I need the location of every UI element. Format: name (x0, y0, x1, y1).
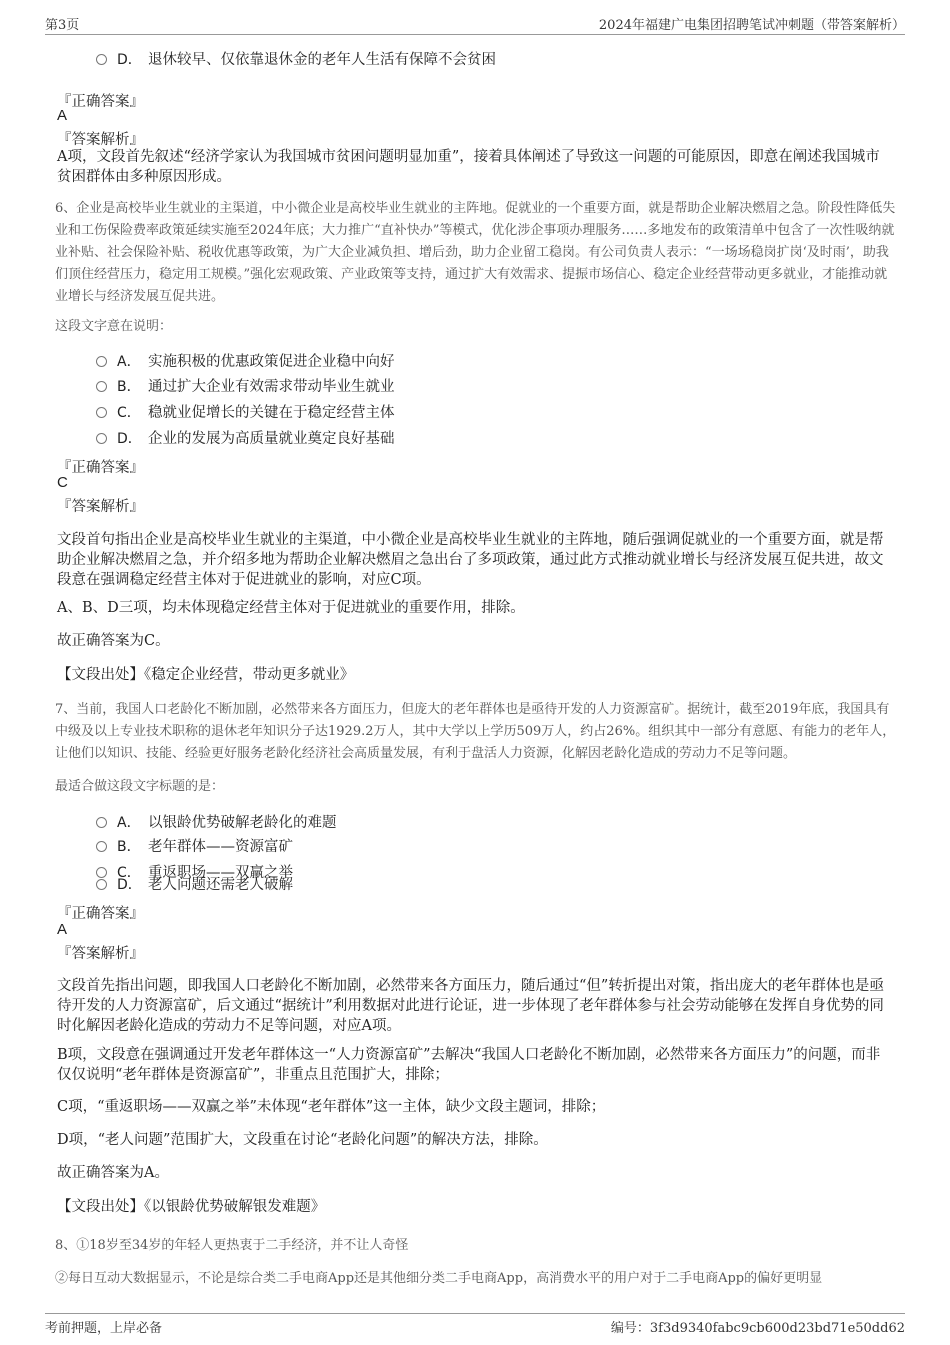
page-number: 第3页 (45, 18, 80, 33)
radio-icon[interactable] (96, 356, 107, 367)
radio-icon[interactable] (96, 841, 107, 852)
q7-option-c[interactable]: C． 重返职场——双赢之举 (96, 861, 293, 882)
radio-icon[interactable] (96, 381, 107, 392)
q6-option-d[interactable]: D． 企业的发展为高质量就业奠定良好基础 (96, 427, 395, 448)
q6-source: 【文段出处】《稳定企业经营，带动更多就业》 (57, 667, 355, 683)
q5-analysis: A项，文段首先叙述“经济学家认为我国城市贫困问题明显加重”，接着具体阐述了导致这一问题的可能原因，即意在阐述我国城市贫困群体由多种原因形成。 (57, 149, 880, 185)
q7-analysis-paragraph: C项，“重返职场——双赢之举”未体现“老年群体”这一主体，缺少文段主题词，排除； (57, 1099, 606, 1115)
q6-analysis-paragraph: 文段首句指出企业是高校毕业生就业的主渠道，中小微企业是高校毕业生就业的主阵地，随后强调促就业的一个重要方面，就是帮助企业解决燃眉之急，并介绍多地为帮助企业解决燃眉之急出台了多项政策，通过此方式推动就业增长与经济发展互促共进，故文段意在强调稳定经营主体对于促进就业的影响，对应C项。 (57, 532, 884, 588)
q7-analysis-paragraph: D项，“老人问题”范围扩大，文段重在讨论“老龄化问题”的解决方法，排除。 (57, 1132, 548, 1148)
q8-stem-line: ②每日互动大数据显示，不论是综合类二手电商App还是其他细分类二手电商App，高消费水平的用户对于二手电商App的偏好更明显 (55, 1271, 823, 1286)
q6-correct-label: 『正确答案』 (57, 460, 144, 476)
footer-slogan: 考前押题，上岸必备 (45, 1321, 163, 1336)
q7-correct-label: 『正确答案』 (57, 906, 144, 922)
q6-option-b[interactable]: B． 通过扩大企业有效需求带动毕业生就业 (96, 375, 395, 396)
q5-analysis-label: 『答案解析』 (57, 132, 144, 148)
q7-prompt: 最适合做这段文字标题的是： (55, 779, 225, 794)
q6-correct-answer: C (57, 474, 68, 491)
q7-source: 【文段出处】《以银龄优势破解银发难题》 (57, 1199, 326, 1215)
document-title: 2024年福建广电集团招聘笔试冲刺题（带答案解析） (598, 18, 905, 33)
radio-icon[interactable] (96, 433, 107, 444)
page-header (45, 14, 905, 35)
q6-option-a[interactable]: A． 实施积极的优惠政策促进企业稳中向好 (96, 350, 395, 371)
q7-analysis-label: 『答案解析』 (57, 946, 144, 962)
q5-correct-label: 『正确答案』 (57, 94, 144, 110)
radio-icon[interactable] (96, 817, 107, 828)
q7-stem: 7、当前，我国人口老龄化不断加剧，必然带来各方面压力，但庞大的老年群体也是亟待开发的人力资源富矿。据统计，截至2019年底，我国具有中级及以上专业技术职称的退休老年知识分子达1929.2万人，其中大学以上学历509万人，约占26%。组织其中一部分有意愿、有能力的老年人，让他们以知识、技能、经验更好服务老龄化经济社会高质量发展，有利于盘活人力资源，化解因老龄化造成的劳动力不足等问题。 (55, 702, 896, 761)
q6-stem: 6、企业是高校毕业生就业的主渠道，中小微企业是高校毕业生就业的主阵地。促就业的一个重要方面，就是帮助企业解决燃眉之急。阶段性降低失业和工伤保险费率政策延续实施至2024年底；大力推广“直补快办”等模式，优化涉企事项办理服务……多地发布的政策清单中包含了一次性吸纳就业补贴、社会保险补贴、税收优惠等政策，为广大企业减负担、增后劲，助力企业留工稳岗。有公司负责人表示：“一场场稳岗扩岗‘及时雨’，助我们顶住经营压力，稳定用工规模。”强化宏观政策、产业政策等支持，通过扩大有效需求、提振市场信心、稳定企业经营带动更多就业，才能推动就业增长与经济发展互促共进。 (55, 201, 896, 304)
q7-option-d[interactable]: D． 老人问题还需老人破解 (96, 873, 293, 894)
q5-correct-answer: A (57, 107, 68, 124)
q7-correct-answer: A (57, 921, 68, 938)
q7-option-b[interactable]: B． 老年群体——资源富矿 (96, 835, 293, 856)
page-footer (45, 1313, 905, 1334)
q7-option-a[interactable]: A． 以银龄优势破解老龄化的难题 (96, 811, 337, 832)
q6-analysis-label: 『答案解析』 (57, 499, 144, 515)
radio-icon[interactable] (96, 407, 107, 418)
q6-prompt: 这段文字意在说明： (55, 319, 173, 334)
q8-stem-line: 8、①18岁至34岁的年轻人更热衷于二手经济，并不让人奇怪 (55, 1238, 409, 1253)
q6-analysis-paragraph: A、B、D三项，均未体现稳定经营主体对于促进就业的重要作用，排除。 (57, 600, 525, 616)
q7-analysis-paragraph: B项，文段意在强调通过开发老年群体这一“人力资源富矿”去解决“我国人口老龄化不断加剧，必然带来各方面压力”的问题，而非仅仅说明“老年群体是资源富矿”，非重点且范围扩大，排除； (57, 1047, 881, 1083)
radio-icon[interactable] (96, 54, 107, 65)
q7-analysis-paragraph: 文段首先指出问题，即我国人口老龄化不断加剧，必然带来各方面压力，随后通过“但”转折提出对策，指出庞大的老年群体也是亟待开发的人力资源富矿，后文通过“据统计”利用数据对此进行论证，进一步体现了老年群体参与社会劳动能够在发挥自身优势的同时化解因老龄化造成的劳动力不足等问题，对应A项。 (57, 978, 884, 1034)
document-id: 编号：3f3d9340fabc9cb600d23bd71e50dd62 (610, 1321, 905, 1336)
q5-option-d[interactable]: D． 退休较早、仅依靠退休金的老年人生活有保障不会贫困 (96, 48, 496, 69)
radio-icon[interactable] (96, 879, 107, 890)
q6-option-c[interactable]: C． 稳就业促增长的关键在于稳定经营主体 (96, 401, 395, 422)
q7-analysis-paragraph: 故正确答案为A。 (57, 1165, 169, 1181)
q6-analysis-paragraph: 故正确答案为C。 (57, 633, 170, 649)
